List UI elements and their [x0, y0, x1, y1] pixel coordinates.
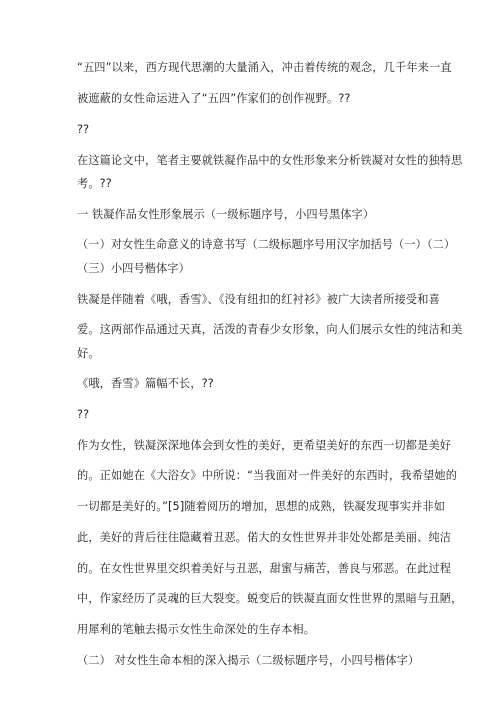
paragraph-3-line-3: 好。: [77, 347, 100, 360]
paragraph-3-line-2: 爱。这两部作品通过天真，活泼的青春少女形象，向人们展示女性的纯洁和美: [77, 323, 463, 336]
placeholder-line: ??: [77, 408, 90, 421]
subsection-heading-1-line-2: （三）小四号楷体字）: [77, 262, 190, 275]
section-heading-1: 一 铁凝作品女性形象展示（一级标题序号，小四号黑体字）: [77, 208, 375, 221]
paragraph-2-line-2: 考。??: [77, 177, 112, 190]
paragraph-1-line-1: “五四”以来，西方现代思潮的大量涌入，冲击着传统的观念，几千年来一直: [77, 61, 452, 74]
paragraph-5-line-4: 此，美好的背后往往隐藏着丑恶。偌大的女性世界并非处处都是美丽、纯洁: [77, 531, 452, 544]
paragraph-3-line-1: 铁凝是伴随着《哦，香雪》、《没有纽扣的红衬衫》被广大读者所接受和喜: [77, 293, 440, 306]
paragraph-5-line-5: 的。在女性世界里交织着美好与丑恶，甜蜜与痛苦，善良与邪恶。在此过程: [77, 562, 452, 575]
paragraph-5-line-3: 一切都是美好的。”[5]随着阅历的增加，思想的成熟，铁凝发现事实并非如: [77, 500, 446, 513]
paragraph-2-line-1: 在这篇论文中，笔者主要就铁凝作品中的女性形象来分析铁凝对女性的独特思: [77, 154, 463, 167]
paragraph-5-line-2: 的。正如她在《大浴女》中所说：“当我面对一件美好的东西时，我希望她的: [77, 469, 458, 482]
placeholder-line: ??: [77, 123, 90, 136]
subsection-heading-1-line-1: （一）对女性生命意义的诗意书写（二级标题序号用汉字加括号（一）（二）: [77, 238, 456, 251]
paragraph-5-line-1: 作为女性，铁凝深深地体会到女性的美好，更希望美好的东西一切都是美好: [77, 439, 452, 452]
paragraph-5-line-6: 中，作家经历了灵魂的巨大裂变。蜕变后的铁凝直面女性世界的黑暗与丑陋，: [77, 592, 463, 605]
subsection-heading-2: （二） 对女性生命本相的深入揭示（二级标题序号，小四号楷体字）: [77, 654, 420, 667]
paragraph-4-line-1: 《哦，香雪》篇幅不长，??: [77, 377, 214, 390]
paragraph-5-line-7: 用犀利的笔触去揭示女性生命深处的生存本相。: [77, 623, 316, 636]
paragraph-1-line-2: 被遮蔽的女性命运进入了“五四”作家们的创作视野。??: [77, 92, 351, 105]
